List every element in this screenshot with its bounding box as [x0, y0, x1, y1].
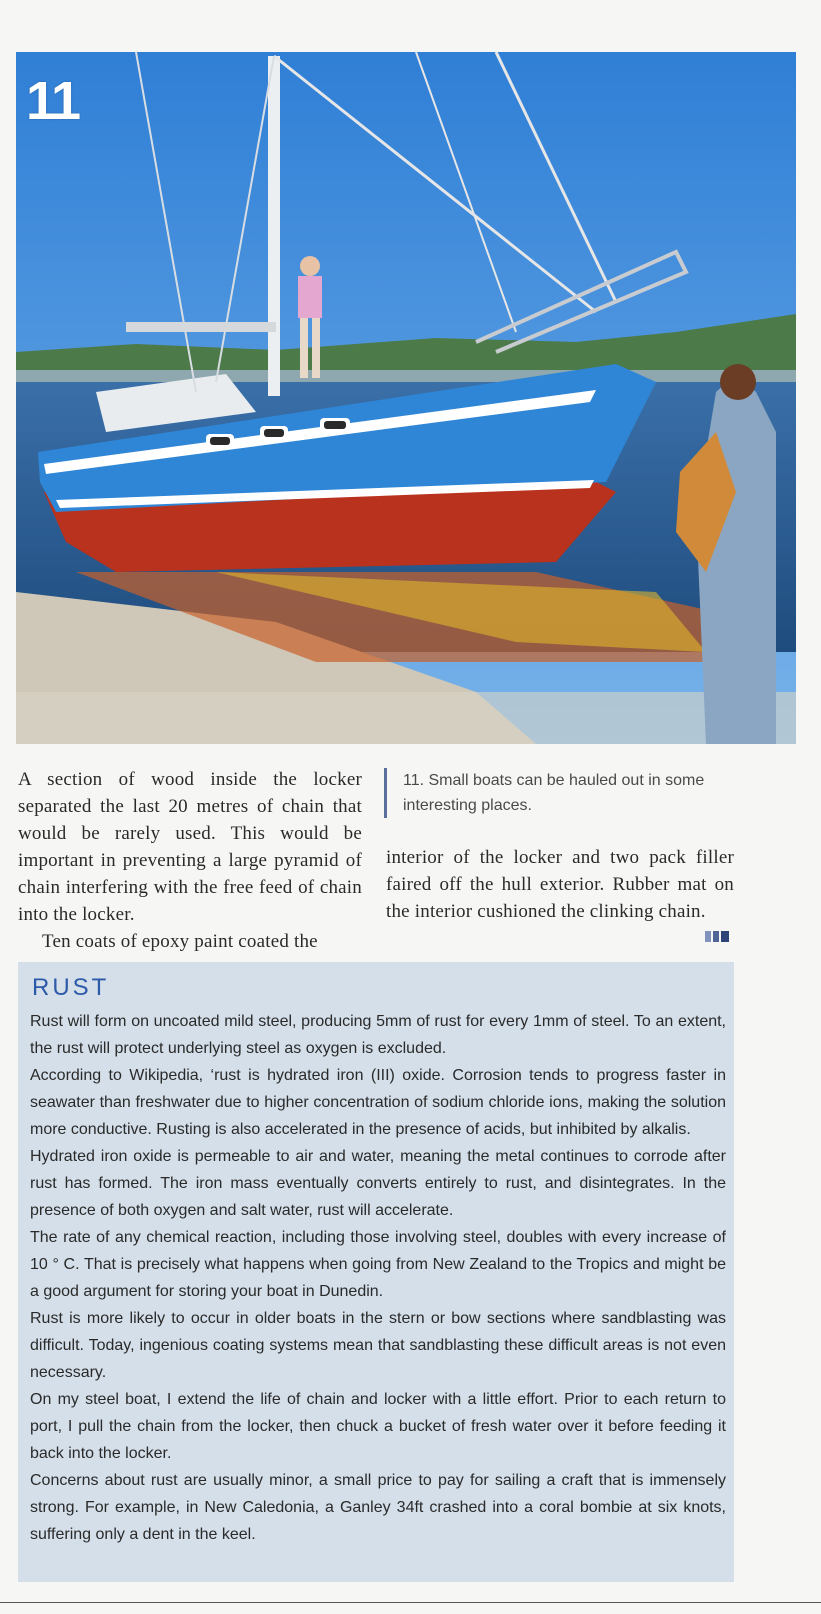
sidebar-paragraph: Rust is more likely to occur in older boats in the stern or bow sections where sandblasting was difficult. Today, ingenious coating systems mean that sandblasting these difficult areas is not even necessary. — [30, 1310, 726, 1381]
sidebar-paragraph: The rate of any chemical reaction, including those involving steel, doubles with every increase of 10 ° C. That is precisely what happens when going from New Zealand to the Tropics and might be a good argument for storing your boat in Dunedin. — [30, 1229, 726, 1300]
sidebar-paragraph: Rust will form on uncoated mild steel, producing 5mm of rust for every 1mm of steel. To an extent, the rust will protect underlying steel as oxygen is excluded. — [30, 1013, 726, 1057]
boat-photo-illustration — [16, 52, 796, 744]
body-paragraph: A section of wood inside the locker separated the last 20 metres of chain that would be rarely used. This would be important in preventing a large pyramid of chain interfering with the free feed of chain into the locker. — [18, 769, 362, 925]
sidebar-title: RUST — [32, 974, 110, 1001]
body-paragraph: Ten coats of epoxy paint coated the — [42, 931, 318, 952]
end-of-article-icon — [705, 931, 729, 942]
bottom-divider — [0, 1602, 821, 1603]
sidebar-paragraph: Hydrated iron oxide is permeable to air and water, meaning the metal continues to corrode after rust has formed. The iron mass eventually converts entirely to rust, and disintegrates. In the presence of both oxygen and salt water, rust will accelerate. — [30, 1148, 726, 1219]
sidebar-paragraph: Concerns about rust are usually minor, a small price to pay for sailing a craft that is immensely strong. For example, in New Caledonia, a Ganley 34ft crashed into a coral bombie at six knots, suffering only a dent in the keel. — [30, 1472, 726, 1543]
sidebar-paragraph: According to Wikipedia, ‘rust is hydrated iron (III) oxide. Corrosion tends to progress faster in seawater than freshwater due to higher concentration of sodium chloride ions, making the solution more conductive. Rusting is also accelerated in the presence of acids, but inhibited by alkalis. — [30, 1067, 726, 1138]
body-column-right — [386, 844, 734, 925]
body-column-left — [18, 766, 362, 955]
photo-caption: 11. Small boats can be hauled out in some interesting places. — [384, 768, 743, 818]
sidebar-paragraph: On my steel boat, I extend the life of chain and locker with a little effort. Prior to each return to port, I pull the chain from the locker, then chuck a bucket of fresh water over it before feeding it back into the locker. — [30, 1391, 726, 1462]
photo-number: 11 — [26, 71, 80, 131]
rust-sidebar — [18, 962, 734, 1582]
boat-photo — [16, 52, 796, 744]
body-paragraph: interior of the locker and two pack filler faired off the hull exterior. Rubber mat on the interior cushioned the clinking chain. — [386, 847, 734, 922]
